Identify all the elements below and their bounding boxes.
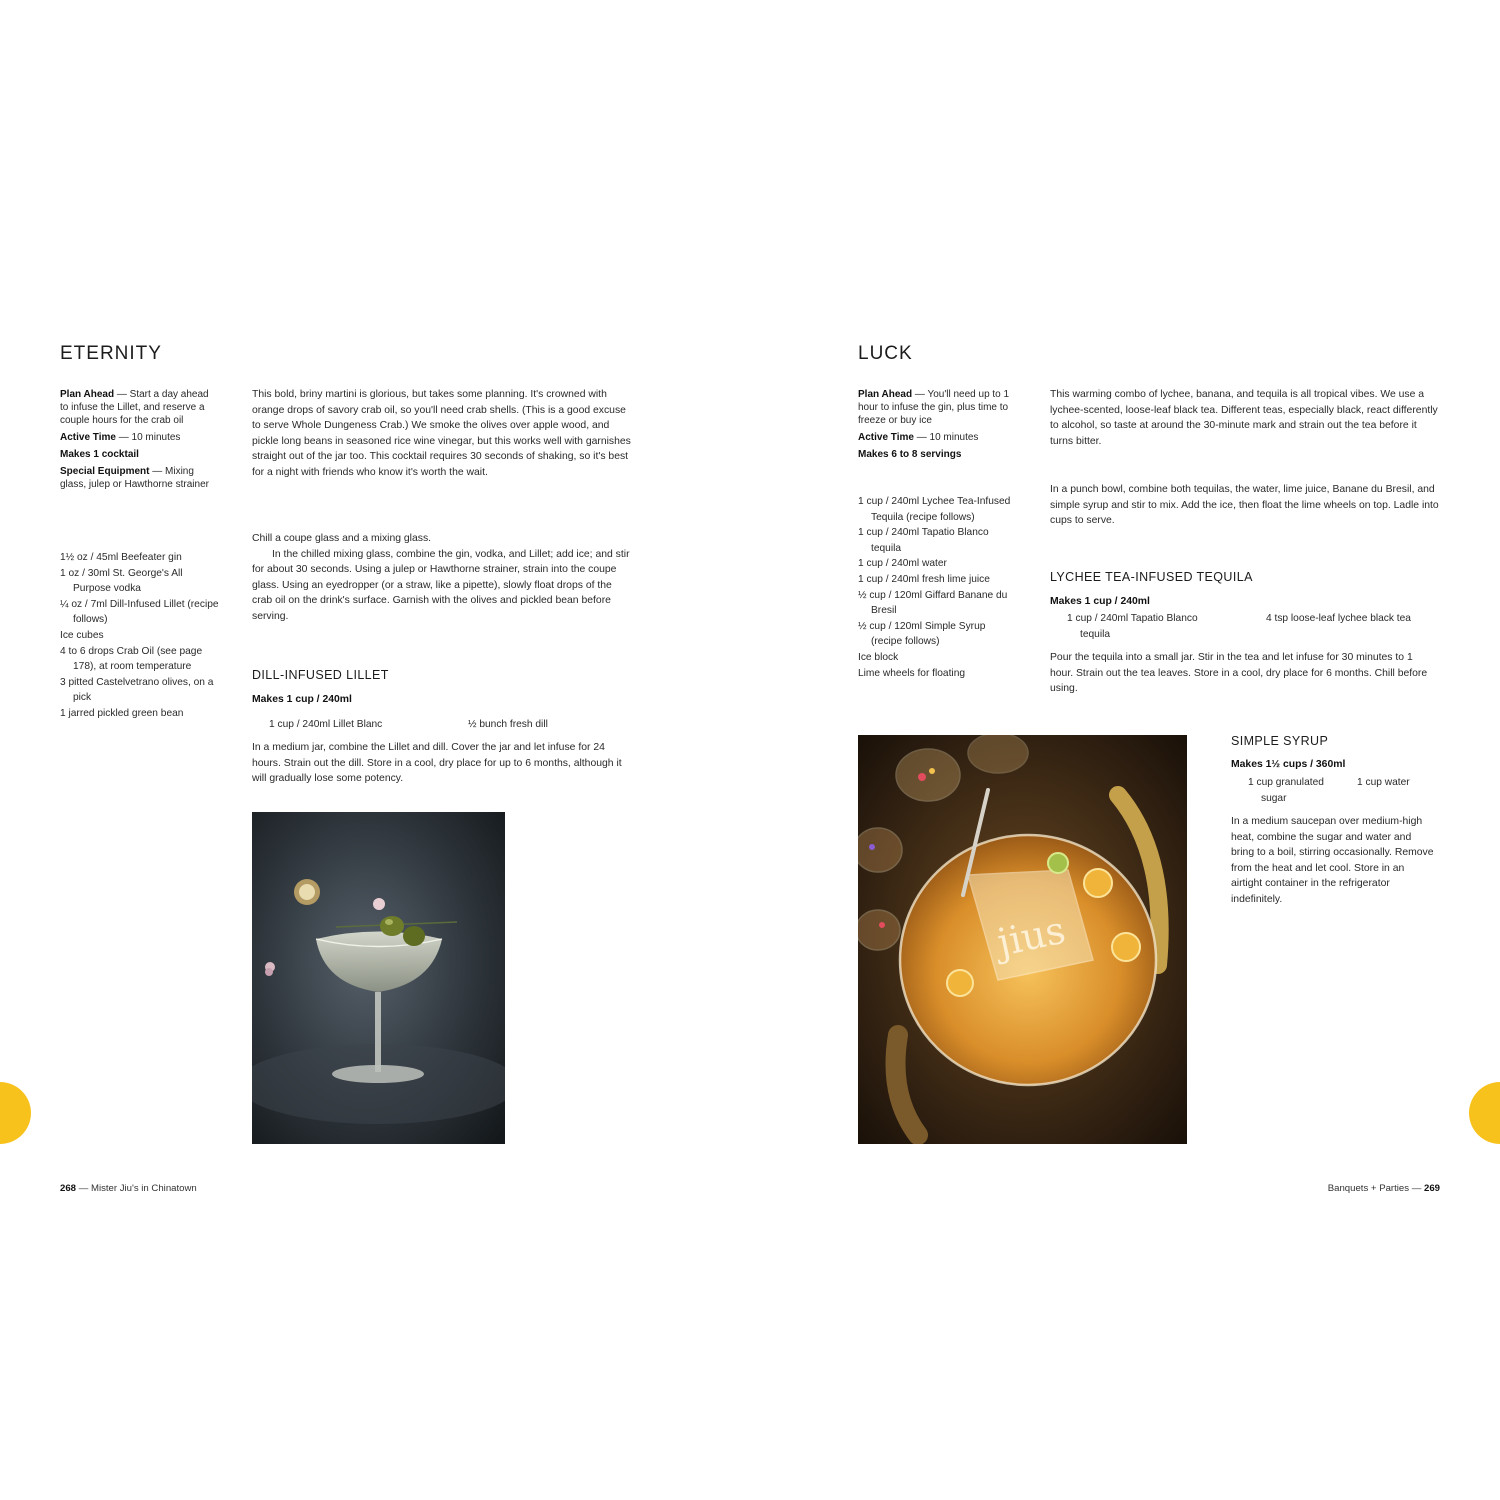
ingredient-list-luck bbox=[858, 494, 1018, 681]
right-footer bbox=[1328, 1183, 1440, 1194]
plan-ahead-text: — Start a day ahead to infuse the Lillet, and reserve a couple hours for the crab oil bbox=[60, 389, 209, 426]
ingredient-item: Lime wheels for floating bbox=[858, 667, 966, 679]
ingredient-item: 1½ oz / 45ml Beefeater gin bbox=[60, 552, 182, 563]
subrecipe-ingredient: 1 cup / 240ml Lillet Blanc bbox=[269, 719, 383, 730]
subrecipe-method: In a medium jar, combine the Lillet and dill. Cover the jar and let infuse for 24 hours. Strain out the dill. Store in a cool, dry place for up to 6 months, although it will gradually lose some potency. bbox=[252, 742, 622, 785]
ingredient-item: 1 cup / 240ml fresh lime juice bbox=[858, 573, 990, 585]
ingredient-item: 3 pitted Castelvetrano olives, on a pick bbox=[60, 676, 214, 704]
running-head-right: Banquets + Parties — bbox=[1327, 1183, 1422, 1194]
makes-yield: Makes 6 to 8 servings bbox=[858, 449, 962, 460]
equipment-label: Special Equipment bbox=[60, 466, 150, 477]
ingredient-item: Ice cubes bbox=[60, 629, 104, 641]
ingredient-item: ¼ oz / 7ml Dill-Infused Lillet (recipe follows) bbox=[60, 598, 219, 626]
recipe-meta-luck bbox=[858, 388, 1018, 465]
plan-ahead-label: Plan Ahead bbox=[858, 389, 913, 400]
ingredient-item: ½ cup / 120ml Simple Syrup (recipe follows) bbox=[858, 620, 986, 648]
method-step: Chill a coupe glass and a mixing glass. bbox=[252, 533, 432, 544]
ingredient-item: 1 cup / 240ml Tapatio Blanco tequila bbox=[858, 527, 989, 554]
subrecipe-title-dill-lillet: DILL-INFUSED LILLET bbox=[252, 668, 389, 682]
recipe-intro-eternity: This bold, briny martini is glorious, but takes some planning. It's crowned with orange drops of savory crab oil, so you'll need crab shells. (This is a good excuse to serve Whole Dungeness Crab.) We smoke the olives over apple wood, and pickle long beans in seasoned rice wine vinegar, but this works well with garnishes straight out of the jar too. This cocktail requires 30 seconds of shaking, so it's best for a night with friends who know it's worth the wait. bbox=[252, 389, 631, 478]
ingredient-item: 4 to 6 drops Crab Oil (see page 178), at room temperature bbox=[60, 645, 203, 673]
subrecipe-ingredient: ½ bunch fresh dill bbox=[468, 719, 548, 730]
recipe-meta-eternity bbox=[60, 388, 210, 495]
subrecipe-ingredient: 1 cup water bbox=[1357, 777, 1410, 788]
subrecipe-method: In a medium saucepan over medium-high heat, combine the sugar and water and bring to a boil, stirring occasionally. Remove from the heat and let cool. Store in an airtight container in the refrigerator indefinitely. bbox=[1231, 816, 1434, 905]
method-step: In the chilled mixing glass, combine the gin, vodka, and Lillet; add ice; and stir for about 30 seconds. Using a julep or Hawthorne strainer, strain into the coupe glass. Using an eyedropper (or a straw, like a pipette), slowly float drops of the crab oil on the drink's surface. Garnish with the olives and pickled bean before serving. bbox=[252, 548, 630, 622]
equipment-text: — Mixing glass, julep or Hawthorne strainer bbox=[60, 466, 209, 490]
recipe-title-eternity: ETERNITY bbox=[60, 343, 162, 364]
page-number-right: 269 bbox=[1423, 1183, 1440, 1194]
subrecipe-yield: Makes 1 cup / 240ml bbox=[1050, 596, 1150, 607]
ingredient-item: 1 jarred pickled green bean bbox=[60, 707, 184, 719]
page-number-left: 268 bbox=[60, 1183, 77, 1194]
svg-text:jius: jius bbox=[993, 907, 1070, 965]
subrecipe-title-lychee-tequila: LYCHEE TEA-INFUSED TEQUILA bbox=[1050, 570, 1253, 584]
recipe-title-luck: LUCK bbox=[858, 343, 913, 364]
method-luck: In a punch bowl, combine both tequilas, the water, lime juice, Banane du Bresil, and simple syrup and stir to mix. Add the ice, then float the lime wheels on top. Ladle into cups to serve. bbox=[1050, 484, 1439, 527]
punch-bowl-photo bbox=[858, 735, 1187, 1144]
method-eternity bbox=[252, 531, 634, 625]
chapter-tab-left bbox=[0, 1082, 31, 1144]
subrecipe-ingredient bbox=[1067, 611, 1227, 642]
left-footer bbox=[60, 1183, 197, 1194]
ingredient-item: ½ cup / 120ml Giffard Banane du Bresil bbox=[858, 589, 1008, 617]
subrecipe-title-simple-syrup: SIMPLE SYRUP bbox=[1231, 734, 1329, 748]
subrecipe-ingredient bbox=[1248, 775, 1344, 806]
ingredient-item: 1 cup / 240ml Tapatio Blanco tequila bbox=[1067, 613, 1198, 640]
ingredient-item: Ice block bbox=[858, 651, 899, 663]
makes-yield: Makes 1 cocktail bbox=[60, 449, 139, 460]
ingredient-item: 1 cup granulated sugar bbox=[1248, 777, 1324, 804]
plan-ahead-text: — You'll need up to 1 hour to infuse the gin, plus time to freeze or buy ice bbox=[858, 389, 1010, 426]
active-time-text: — 10 minutes bbox=[916, 432, 979, 443]
chapter-tab-right bbox=[1469, 1082, 1500, 1144]
ingredient-item: 1 cup / 240ml Lychee Tea-Infused Tequila (recipe follows) bbox=[858, 496, 1011, 523]
subrecipe-yield: Makes 1 cup / 240ml bbox=[252, 694, 352, 705]
subrecipe-ingredient: 4 tsp loose-leaf lychee black tea bbox=[1266, 613, 1411, 624]
ingredient-item: 1 oz / 30ml St. George's All Purpose vodka bbox=[60, 567, 183, 595]
active-time-text: — 10 minutes bbox=[118, 432, 181, 443]
active-time-label: Active Time bbox=[60, 432, 116, 443]
running-head-left: — Mister Jiu's in Chinatown bbox=[78, 1183, 197, 1194]
ingredient-list-eternity bbox=[60, 550, 220, 722]
martini-photo bbox=[252, 812, 505, 1144]
plan-ahead-label: Plan Ahead bbox=[60, 389, 115, 400]
subrecipe-yield: Makes 1½ cups / 360ml bbox=[1231, 759, 1346, 770]
active-time-label: Active Time bbox=[858, 432, 914, 443]
ingredient-item: 1 cup / 240ml water bbox=[858, 558, 947, 570]
subrecipe-method: Pour the tequila into a small jar. Stir in the tea and let infuse for 30 minutes to 1 hour. Strain out the tea leaves. Store in a cool, dry place for 6 months. Chill before using. bbox=[1050, 652, 1428, 695]
recipe-intro-luck: This warming combo of lychee, banana, and tequila is all tropical vibes. We use a lychee-scented, loose-leaf black tea. Different teas, especially black, react differently to alcohol, so taste at around the 30-minute mark and strain out the tea before it turns bitter. bbox=[1050, 389, 1438, 447]
